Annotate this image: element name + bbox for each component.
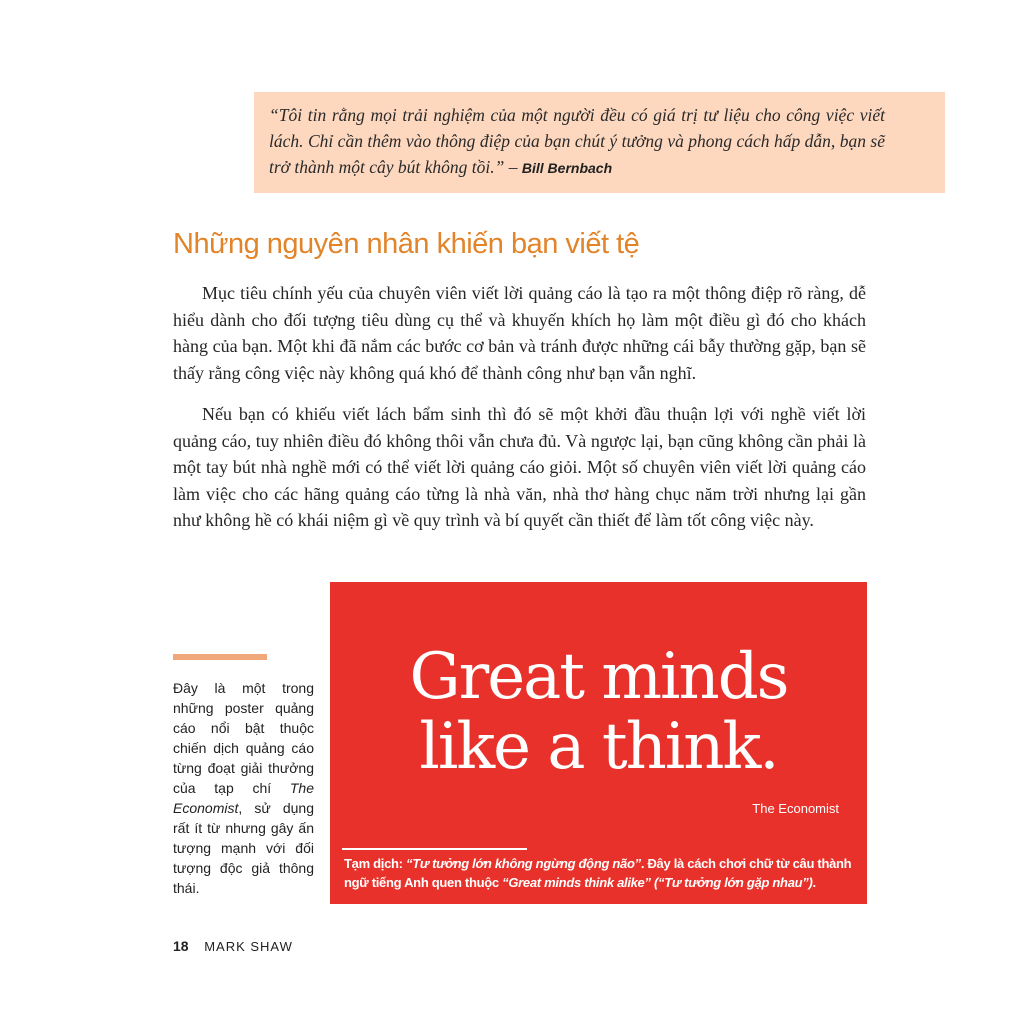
body-paragraph-1: Mục tiêu chính yếu của chuyên viên viết lời quảng cáo là tạo ra một thông điệp rõ ràng, dễ hiểu dành cho đối tượng tiêu dùng cụ thể và khuyến khích họ làm một điều gì đó cho khách hàng của bạn. Một khi đã nắm các bước cơ bản và tránh được những cái bẫy thường gặp, bạn sẽ thấy rằng công việc này không quá khó để thành công như bạn vẫn nghĩ. bbox=[173, 283, 866, 383]
pull-quote-text: “Tôi tin rằng mọi trải nghiệm của một người đều có giá trị tư liệu cho công việc viết lách. Chỉ cần thêm vào thông điệp của bạn chút ý tưởng và phong cách hấp dẫn, bạn sẽ trở thành một cây bút không tồi.” – bbox=[269, 105, 885, 177]
section-heading: Những nguyên nhân khiến bạn viết tệ bbox=[173, 228, 640, 260]
caption-accent-rule bbox=[173, 654, 267, 660]
caption-text-before: Đây là một trong những poster quảng cáo nổi bật thuộc chiến dịch quảng cáo từng đoạt giải thưởng của tạp chí bbox=[173, 680, 314, 796]
translation-prefix: Tạm dịch: bbox=[344, 856, 403, 871]
translation-mid: . Đây là cách chơi chữ từ câu thành ngữ tiếng Anh quen thuộc bbox=[344, 856, 852, 890]
poster-translation bbox=[344, 854, 854, 892]
poster-headline-line-2: like a think. bbox=[419, 710, 778, 784]
poster-brand: The Economist bbox=[752, 801, 839, 816]
page-number: 18 bbox=[173, 938, 189, 954]
page-footer bbox=[173, 938, 293, 954]
translation-quote-1: “Tư tưởng lớn không ngừng động não” bbox=[406, 856, 641, 871]
economist-poster bbox=[330, 582, 867, 904]
pull-quote bbox=[269, 102, 885, 181]
translation-quote-3: (“Tư tưởng lớn gặp nhau”) bbox=[654, 875, 813, 890]
caption-publication: The Economist bbox=[173, 780, 314, 816]
translation-end: . bbox=[812, 875, 816, 890]
pull-quote-author: Bill Bernbach bbox=[521, 160, 613, 176]
poster-headline bbox=[330, 642, 867, 782]
body-paragraph-2: Nếu bạn có khiếu viết lách bẩm sinh thì đó sẽ một khởi đầu thuận lợi với nghề viết lời quảng cáo, tuy nhiên điều đó không thôi vẫn chưa đủ. Và ngược lại, bạn cũng không cần phải là một tay bút nhà nghề mới có thể viết lời quảng cáo giỏi. Một số chuyên viên viết lời quảng cáo làm việc cho các hãng quảng cáo từng là nhà văn, nhà thơ hàng chục năm trời nhưng lại gần như không hề có khái niệm gì về quy trình và bí quyết cần thiết để làm tốt công việc này. bbox=[173, 404, 866, 531]
poster-headline-line-1: Great minds bbox=[409, 640, 788, 714]
running-author: MARK SHAW bbox=[204, 939, 293, 954]
caption-text-after: , sử dụng rất ít từ nhưng gây ấn tượng mạnh với đối tượng độc giả thông thái. bbox=[173, 800, 314, 896]
pull-quote-box bbox=[254, 92, 945, 193]
translation-rule bbox=[342, 848, 527, 850]
image-caption bbox=[173, 678, 314, 898]
translation-quote-2: “Great minds think alike” bbox=[502, 875, 651, 890]
